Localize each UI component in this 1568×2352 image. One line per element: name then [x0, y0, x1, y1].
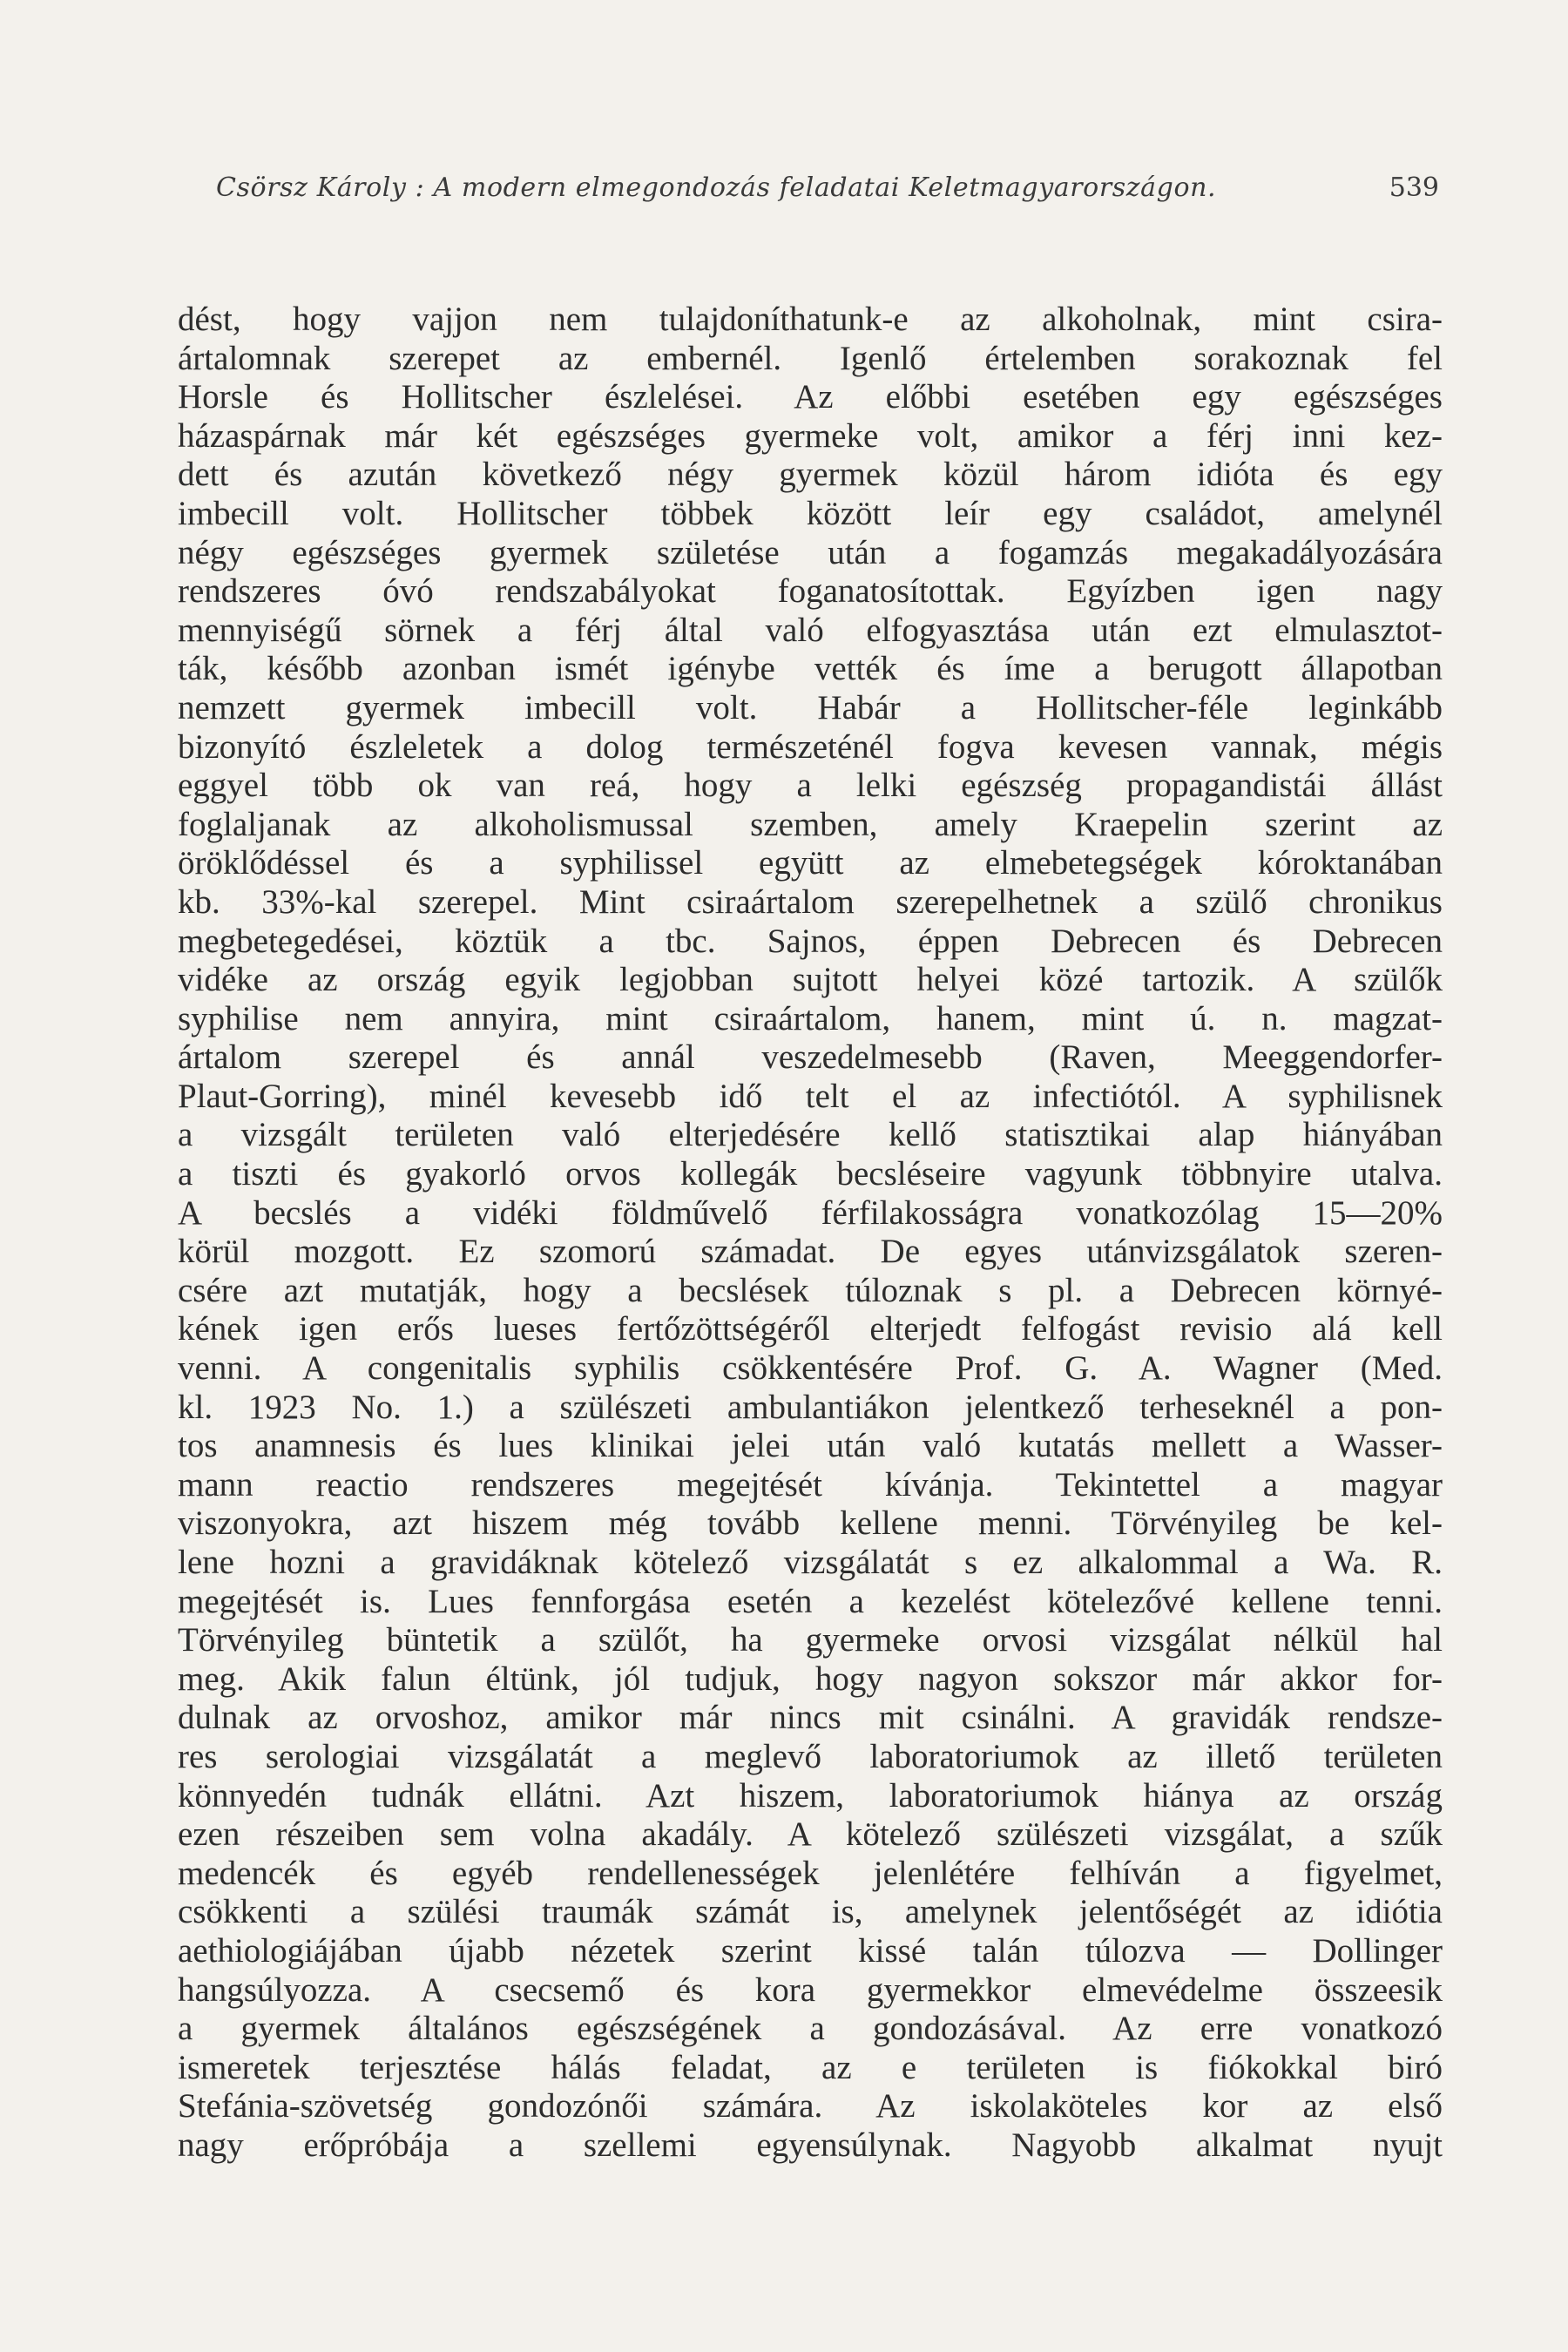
text-line: ták, később azonban ismét igénybe vették és íme a berugott állapotban — [178, 650, 1443, 688]
text-line: csére azt mutatják, hogy a becslések túloznak s pl. a Debrecen környé- — [178, 1271, 1443, 1309]
text-line: könnyedén tudnák ellátni. Azt hiszem, laboratoriumok hiánya az ország — [178, 1776, 1443, 1815]
text-line: vidéke az ország egyik legjobban sujtott helyei közé tartozik. A szülők — [178, 961, 1443, 999]
text-line: lene hozni a gravidáknak kötelező vizsgálatát s ez alkalommal a Wa. R. — [178, 1544, 1443, 1581]
running-head-title: Csörsz Károly : A modern elmegondozás feladatai Keletmagyarországon. — [216, 172, 1217, 203]
page-number: 539 — [1389, 172, 1439, 203]
running-head — [216, 172, 1439, 216]
body-text — [178, 301, 1443, 2166]
text-line: bizonyító észleletek a dolog természeténél fogva kevesen vannak, mégis — [178, 727, 1443, 766]
text-line: kb. 33%-kal szerepel. Mint csiraártalom szerepelhetnek a szülő chronikus — [178, 882, 1443, 921]
text-line: ezen részeiben sem volna akadály. A kötelező szülészeti vizsgálat, a szűk — [178, 1815, 1443, 1854]
text-line: nagy erőpróbája a szellemi egyensúlynak. Nagyobb alkalmat nyujt — [178, 2126, 1443, 2164]
text-line: a gyermek általános egészségének a gondozásával. Az erre vonatkozó — [178, 2010, 1443, 2048]
text-line: dett és azután következő négy gyermek közül három idióta és egy — [178, 456, 1443, 494]
text-line: ártalom szerepel és annál veszedelmesebb (Raven, Meeggendorfer- — [178, 1038, 1443, 1077]
text-line: rendszeres óvó rendszabályokat foganatosítottak. Egyízben igen nagy — [178, 572, 1443, 611]
text-line: foglaljanak az alkoholismussal szemben, amely Kraepelin szerint az — [178, 805, 1443, 843]
text-line: viszonyokra, azt hiszem még tovább kellene menni. Törvényileg be kel- — [178, 1504, 1443, 1543]
text-line: öröklődéssel és a syphilissel együtt az elmebetegségek kóroktanában — [178, 844, 1443, 882]
text-line: nemzett gyermek imbecill volt. Habár a Hollitscher-féle leginkább — [178, 688, 1443, 727]
text-line: A becslés a vidéki földművelő férfilakosságra vonatkozólag 15—20% — [178, 1193, 1443, 1232]
text-line: Horsle és Hollitscher észlelései. Az előbbi esetében egy egészséges — [178, 378, 1443, 416]
text-line: a vizsgált területen való elterjedésére kellő statisztikai alap hiányában — [178, 1116, 1443, 1154]
text-line: dulnak az orvoshoz, amikor már nincs mit csinálni. A gravidák rendsze- — [178, 1699, 1443, 1737]
text-line: házaspárnak már két egészséges gyermeke volt, amikor a férj inni kez- — [178, 416, 1443, 455]
text-line: ismeretek terjesztése hálás feladat, az e területen is fiókokkal biró — [178, 2048, 1443, 2086]
text-line: kl. 1923 No. 1.) a szülészeti ambulantiákon jelentkező terheseknél a pon- — [178, 1388, 1443, 1426]
text-line: mann reactio rendszeres megejtését kívánja. Tekintettel a magyar — [178, 1465, 1443, 1504]
text-line: a tiszti és gyakorló orvos kollegák becsléseire vagyunk többnyire utalva. — [178, 1155, 1443, 1193]
text-line: imbecill volt. Hollitscher többek között leír egy családot, amelynél — [178, 494, 1443, 532]
text-line: Plaut-Gorring), minél kevesebb idő telt el az infectiótól. A syphilisnek — [178, 1077, 1443, 1115]
text-line: megejtését is. Lues fennforgása esetén a kezelést kötelezővé kellene tenni. — [178, 1582, 1443, 1620]
text-line: hangsúlyozza. A csecsemő és kora gyermekkor elmevédelme összeesik — [178, 1970, 1443, 2009]
text-line: ártalomnak szerepet az embernél. Igenlő értelemben sorakoznak fel — [178, 339, 1443, 377]
text-line: Stefánia-szövetség gondozónői számára. Az iskolaköteles kor az első — [178, 2087, 1443, 2126]
text-line: csökkenti a szülési traumák számát is, amelynek jelentőségét az idiótia — [178, 1893, 1443, 1931]
text-line: megbetegedései, köztük a tbc. Sajnos, éppen Debrecen és Debrecen — [178, 922, 1443, 960]
text-line: Törvényileg büntetik a szülőt, ha gyermeke orvosi vizsgálat nélkül hal — [178, 1621, 1443, 1659]
text-line: syphilise nem annyira, mint csiraártalom, hanem, mint ú. n. magzat- — [178, 999, 1443, 1037]
text-line: res serologiai vizsgálatát a meglevő laboratoriumok az illető területen — [178, 1737, 1443, 1775]
text-line: négy egészséges gyermek születése után a fogamzás megakadályozására — [178, 533, 1443, 571]
text-line: meg. Akik falun éltünk, jól tudjuk, hogy nagyon sokszor már akkor for- — [178, 1659, 1443, 1698]
text-line: kének igen erős lueses fertőzöttségéről elterjedt felfogást revisio alá kell — [178, 1310, 1443, 1348]
text-line: venni. A congenitalis syphilis csökkentésére Prof. G. A. Wagner (Med. — [178, 1349, 1443, 1388]
text-line: dést, hogy vajjon nem tulajdoníthatunk-e az alkoholnak, mint csira- — [178, 301, 1443, 338]
text-line: körül mozgott. Ez szomorú számadat. De egyes utánvizsgálatok szeren- — [178, 1233, 1443, 1271]
text-line: aethiologiájában újabb nézetek szerint kissé talán túlozva — Dollinger — [178, 1931, 1443, 1970]
text-line: medencék és egyéb rendellenességek jelenlétére felhíván a figyelmet, — [178, 1854, 1443, 1892]
text-line: mennyiségű sörnek a férj által való elfogyasztása után ezt elmulasztot- — [178, 611, 1443, 649]
text-line: eggyel több ok van reá, hogy a lelki egészség propagandistái állást — [178, 767, 1443, 805]
text-line: tos anamnesis és lues klinikai jelei után való kutatás mellett a Wasser- — [178, 1427, 1443, 1465]
